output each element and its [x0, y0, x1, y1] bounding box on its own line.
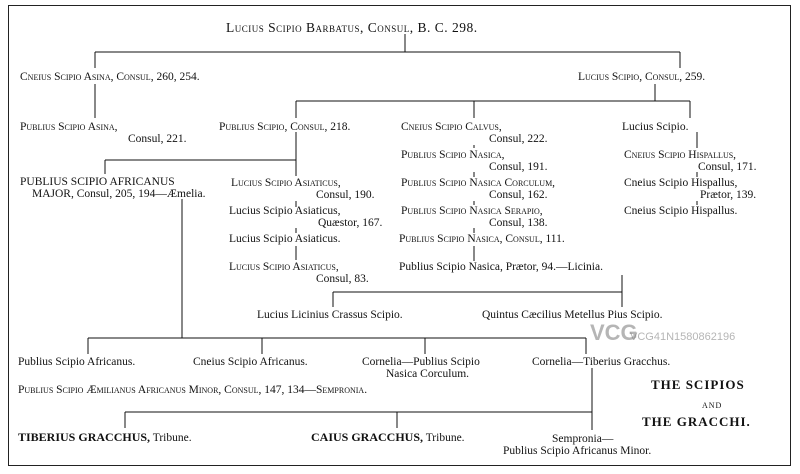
node-publius-asina-office: Consul, 221.: [128, 133, 187, 145]
node-nasica-191: Publius Scipio Nasica,: [401, 149, 505, 161]
caption-gracchi: THE GRACCHI.: [642, 414, 751, 429]
node-hispallus-171: Cneius Scipio Hispallus,: [624, 149, 737, 161]
node-asiaticus-quaestor-office: Quæstor, 167.: [318, 217, 383, 229]
node-cneius-calvus-office: Consul, 222.: [489, 133, 548, 145]
node-crassus-scipio: Lucius Licinius Crassus Scipio.: [257, 309, 403, 321]
node-lucius-scipio: Lucius Scipio.: [622, 121, 689, 133]
node-africanus-major: PUBLIUS SCIPIO AFRICANUS: [20, 176, 175, 188]
node-cneius-calvus: Cneius Scipio Calvus,: [401, 121, 502, 133]
node-hispallus-171-office: Consul, 171.: [698, 161, 757, 173]
node-nasica-191-office: Consul, 191.: [489, 161, 548, 173]
node-nasica-111: Publius Scipio Nasica, Consul, 111.: [399, 233, 565, 245]
node-cneius-africanus: Cneius Scipio Africanus.: [193, 356, 308, 368]
node-sempronia: Sempronia—: [552, 433, 614, 445]
node-nasica-serapio: Publius Scipio Nasica Serapio,: [401, 205, 543, 217]
caption-and: AND: [702, 401, 723, 410]
caius-name: CAIUS GRACCHUS,: [311, 430, 424, 444]
node-hispallus-3: Cneius Scipio Hispallus.: [624, 205, 738, 217]
node-asiaticus-83: Lucius Scipio Asiaticus,: [229, 261, 339, 273]
node-publius-africanus: Publius Scipio Africanus.: [18, 356, 136, 368]
watermark-id: VCG41N1580862196: [630, 331, 736, 343]
node-cornelia-nasica-spouse: Nasica Corculum.: [386, 368, 470, 380]
root-lucius-barbatus: Lucius Scipio Barbatus, Consul, B. C. 298.: [226, 20, 478, 35]
node-caius-gracchus: [311, 431, 465, 444]
node-asiaticus-83-office: Consul, 83.: [316, 273, 369, 285]
node-hispallus-139: Cneius Scipio Hispallus,: [624, 177, 738, 189]
node-nasica-serapio-office: Consul, 138.: [489, 217, 548, 229]
caius-role: Tribune.: [425, 432, 465, 444]
tiberius-name: TIBERIUS GRACCHUS,: [18, 430, 151, 444]
node-africanus-major-office: MAJOR, Consul, 205, 194—Æmelia.: [32, 188, 206, 200]
node-hispallus-139-office: Prætor, 139.: [700, 189, 757, 201]
node-publius-asina: Publius Scipio Asina,: [20, 121, 118, 133]
node-cneius-asina: Cneius Scipio Asina, Consul, 260, 254.: [20, 71, 200, 83]
node-cornelia-nasica: Cornelia—Publius Scipio: [362, 356, 480, 368]
node-asiaticus-quaestor: Lucius Scipio Asiaticus,: [229, 205, 341, 217]
caption-scipios: THE SCIPIOS: [651, 377, 745, 392]
node-publius-consul-218: Publius Scipio, Consul, 218.: [219, 121, 351, 133]
node-nasica-praetor: Publius Scipio Nasica, Prætor, 94.—Licinia.: [399, 261, 603, 273]
node-asiaticus-3: Lucius Scipio Asiaticus.: [229, 233, 341, 245]
node-metellus-scipio: Quintus Cæcilius Metellus Pius Scipio.: [482, 309, 663, 321]
watermark-brand: VCG: [590, 320, 638, 345]
node-lucius-consul-259: Lucius Scipio, Consul, 259.: [578, 71, 706, 83]
node-cornelia-gracchus: Cornelia—Tiberius Gracchus.: [532, 356, 671, 368]
tiberius-role: Tribune.: [152, 432, 192, 444]
node-aemilianus: Publius Scipio Æmilianus Africanus Minor, Consul, 147, 134—Sempronia.: [18, 384, 368, 396]
node-nasica-corculum: Publius Scipio Nasica Corculum,: [401, 177, 556, 189]
node-tiberius-gracchus: [18, 431, 192, 444]
node-sempronia-spouse: Publius Scipio Africanus Minor.: [503, 445, 652, 457]
node-asiaticus-190-office: Consul, 190.: [316, 189, 375, 201]
node-nasica-corculum-office: Consul, 162.: [489, 189, 548, 201]
node-asiaticus-190: Lucius Scipio Asiaticus,: [231, 177, 341, 189]
